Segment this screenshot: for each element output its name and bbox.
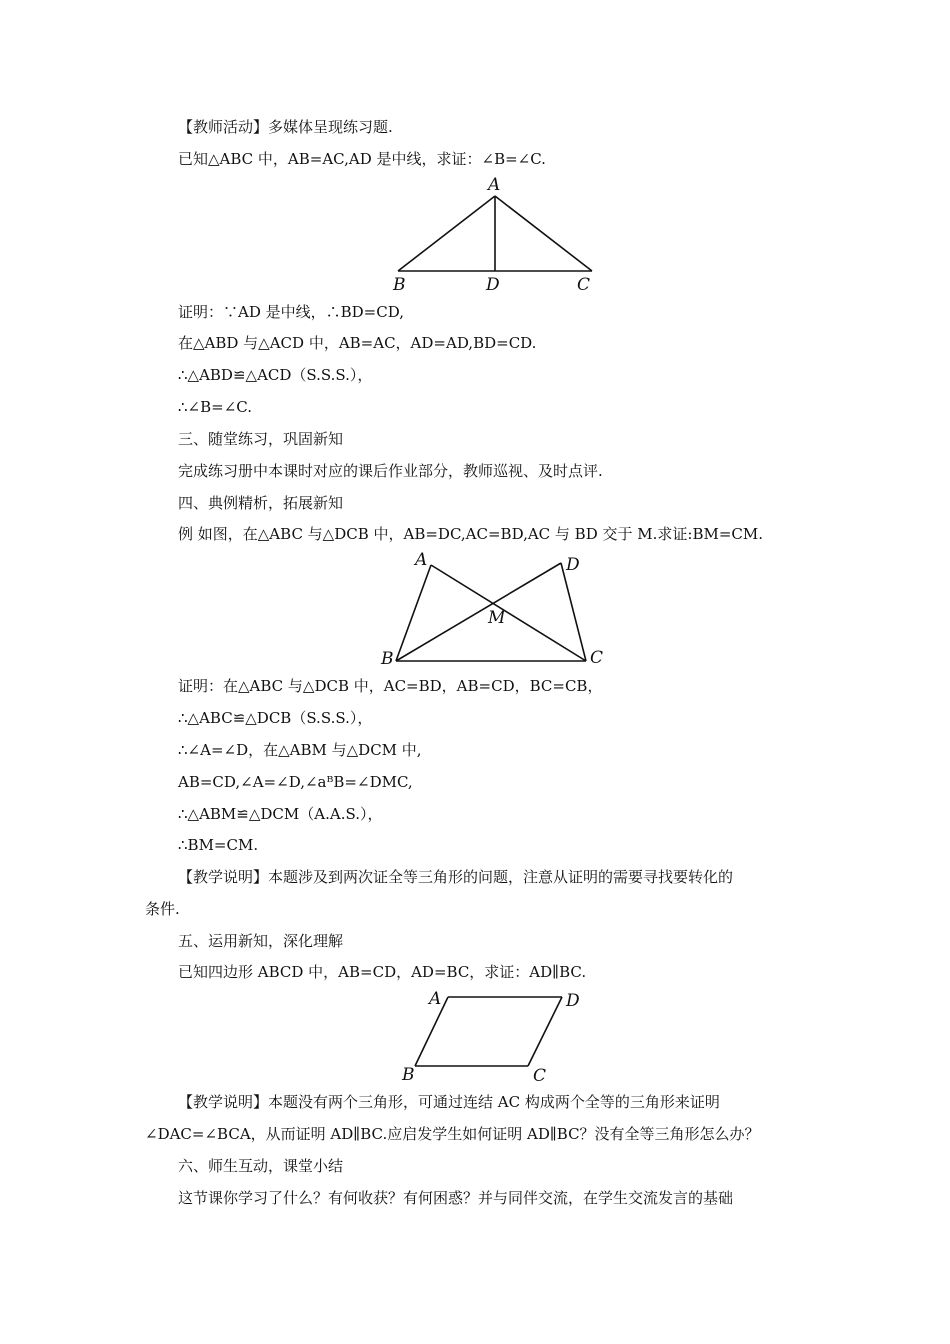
teaching-note: 【教学说明】本题没有两个三角形，可通过连结 AC 构成两个全等的三角形来证明 [178, 1093, 720, 1111]
vertex-label-a: A [488, 175, 501, 195]
vertex-label-d: D [566, 555, 580, 575]
text-line: ∴BM=CM. [178, 836, 259, 854]
teaching-note: 【教学说明】本题涉及到两次证全等三角形的问题，注意从证明的需要寻找要转化的 [178, 868, 734, 886]
text-line: ∴△ABM≌△DCM（A.A.S.）， [178, 805, 383, 823]
figure-triangle-median [380, 172, 610, 297]
vertex-label-c: C [590, 648, 604, 668]
vertex-label-c: C [533, 1066, 547, 1086]
figure-crossed-triangles [375, 548, 615, 673]
vertex-label-m: M [488, 608, 506, 628]
text-line: 证明：∵AD 是中线，∴BD=CD, [178, 303, 404, 321]
vertex-label-d: D [486, 275, 500, 295]
vertex-label-d: D [566, 991, 580, 1011]
segment-dc [561, 563, 586, 661]
text-line: ∴∠A=∠D，在△ABM 与△DCM 中, [178, 741, 422, 759]
text-line: ∴△ABC≌△DCB（S.S.S.）， [178, 709, 373, 727]
text-line: 例 如图，在△ABC 与△DCB 中，AB=DC,AC=BD,AC 与 BD 交于 M.求证:BM=CM. [178, 525, 764, 543]
text-line: ∴∠B=∠C. [178, 398, 252, 416]
vertex-label-a: A [429, 989, 442, 1009]
vertex-label-b: B [393, 275, 406, 295]
text-line: 完成练习册中本课时对应的课后作业部分，教师巡视、及时点评. [178, 462, 603, 480]
text-line: 在△ABD 与△ACD 中，AB=AC，AD=AD,BD=CD. [178, 334, 537, 352]
text-line: 已知四边形 ABCD 中，AB=CD，AD=BC，求证：AD∥BC. [178, 963, 587, 981]
segment-bd [396, 563, 561, 661]
segment-ac [495, 196, 592, 271]
segment-ac [431, 565, 586, 661]
section-heading: 六、师生互动，课堂小结 [178, 1157, 344, 1175]
text-line: 已知△ABC 中，AB=AC,AD 是中线，求证：∠B=∠C. [178, 150, 546, 168]
vertex-label-a: A [415, 550, 428, 570]
vertex-label-c: C [577, 275, 591, 295]
vertex-label-b: B [402, 1065, 415, 1085]
text-line: 证明：在△ABC 与△DCB 中，AC=BD，AB=CD，BC=CB， [178, 677, 603, 695]
segment-dc [528, 997, 562, 1066]
text-line: AB=CD,∠A=∠D,∠aᴮB=∠DMC, [178, 773, 413, 791]
section-heading: 四、典例精析，拓展新知 [178, 494, 344, 512]
text-line: ∴△ABD≌△ACD（S.S.S.）， [178, 366, 373, 384]
section-heading: 五、运用新知，深化理解 [178, 932, 344, 950]
text-line: 这节课你学习了什么？有何收获？有何困惑？并与同伴交流，在学生交流发言的基础 [178, 1189, 734, 1207]
teaching-note-continuation: 条件. [145, 900, 180, 918]
text-line: 【教师活动】多媒体呈现练习题. [178, 118, 393, 136]
teaching-note-continuation: ∠DAC=∠BCA，从而证明 AD∥BC.应启发学生如何证明 AD∥BC？没有全等三角形怎么办？ [145, 1125, 760, 1143]
segment-ab [396, 565, 431, 661]
vertex-label-b: B [381, 649, 394, 669]
section-heading: 三、随堂练习，巩固新知 [178, 430, 344, 448]
segment-ab [398, 196, 495, 271]
figure-parallelogram [395, 984, 595, 1089]
